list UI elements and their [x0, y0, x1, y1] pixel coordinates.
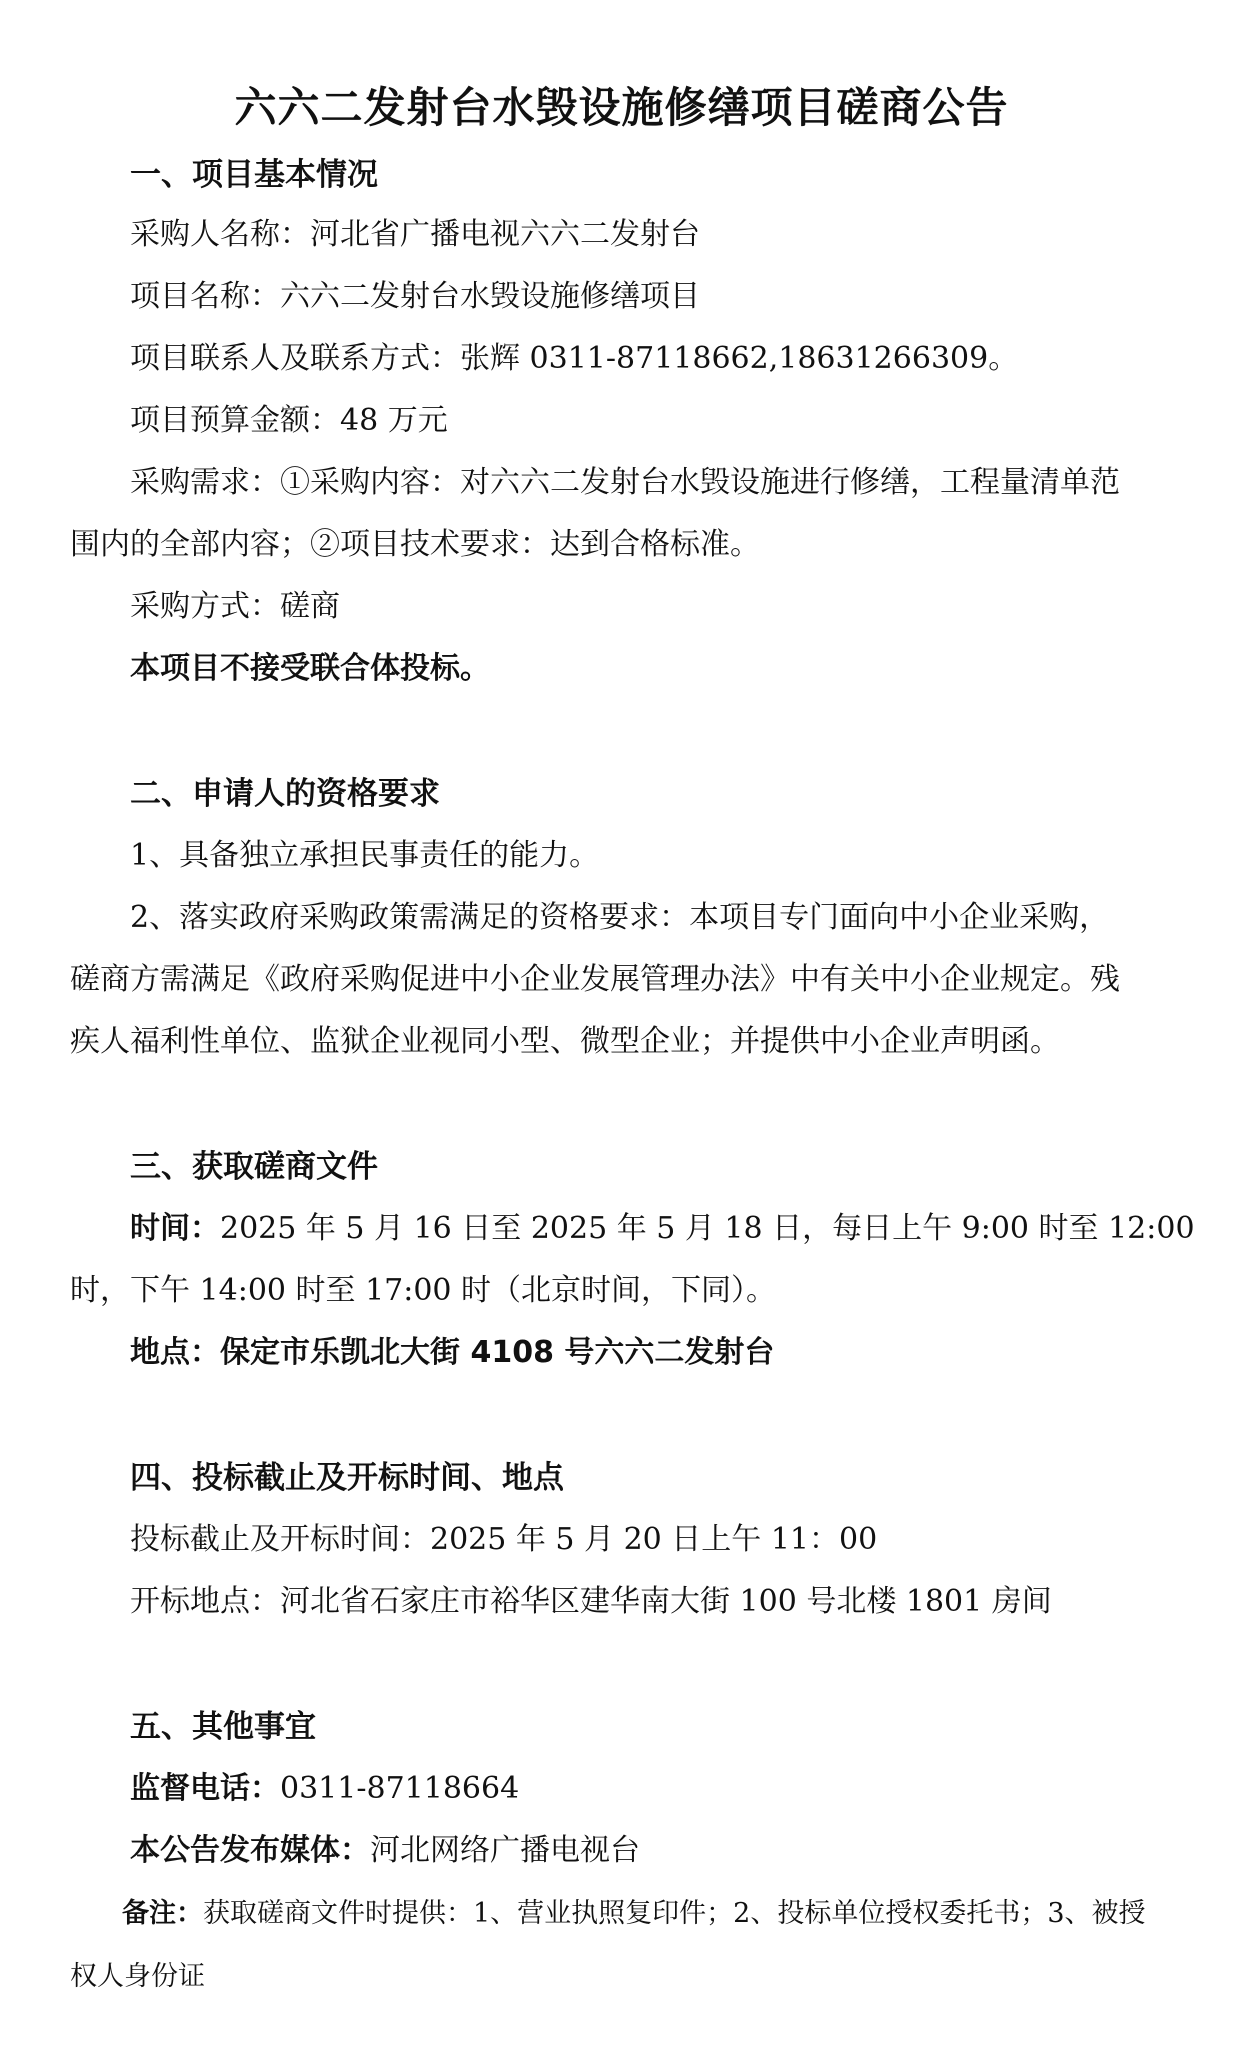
note-line2: 权人身份证 — [70, 1961, 205, 1992]
purchaser-name: 采购人名称：河北省广播电视六六二发射台 — [130, 217, 700, 252]
supervision-phone-line — [130, 1767, 519, 1811]
section4-heading: 四、投标截止及开标时间、地点 — [130, 1460, 564, 1496]
note-label: 备注： — [122, 1898, 203, 1929]
media-value: 河北网络广播电视台 — [370, 1833, 640, 1868]
qualification-item2-line3: 疾人福利性单位、监狱企业视同小型、微型企业；并提供中小企业声明函。 — [70, 1024, 1060, 1059]
qualification-item2-line2: 磋商方需满足《政府采购促进中小企业发展管理办法》中有关中小企业规定。残 — [70, 962, 1120, 997]
page-title: 六六二发射台水毁设施修缮项目磋商公告 — [234, 83, 1009, 132]
section3-heading: 三、获取磋商文件 — [130, 1149, 378, 1185]
section5-heading: 五、其他事宜 — [130, 1709, 316, 1745]
media-label: 本公告发布媒体： — [130, 1833, 370, 1868]
document-time-line1 — [130, 1207, 1195, 1251]
note-text: 获取磋商文件时提供：1、营业执照复印件；2、投标单位授权委托书；3、被授 — [203, 1898, 1146, 1929]
section1-heading: 一、项目基本情况 — [130, 157, 378, 193]
note-line1 — [122, 1892, 1146, 1936]
bid-opening-place: 开标地点：河北省石家庄市裕华区建华南大街 100 号北楼 1801 房间 — [130, 1584, 1052, 1619]
supervision-label: 监督电话： — [130, 1771, 280, 1806]
publish-media-line — [130, 1829, 640, 1873]
document-time-line2: 时，下午 14:00 时至 17:00 时（北京时间，下同）。 — [70, 1273, 777, 1308]
document-location: 地点：保定市乐凯北大街 4108 号六六二发射台 — [130, 1335, 775, 1370]
consortium-notice: 本项目不接受联合体投标。 — [130, 651, 490, 686]
project-contact: 项目联系人及联系方式：张辉 0311-87118662,18631266309。 — [130, 341, 1019, 376]
supervision-phone: 0311-87118664 — [280, 1771, 520, 1806]
project-budget: 项目预算金额：48 万元 — [130, 403, 448, 438]
bid-deadline: 投标截止及开标时间：2025 年 5 月 20 日上午 11：00 — [130, 1522, 878, 1557]
procurement-method: 采购方式：磋商 — [130, 589, 340, 624]
time-value: 2025 年 5 月 16 日至 2025 年 5 月 18 日，每日上午 9:00 时至 12:00 — [220, 1211, 1195, 1246]
qualification-item2-line1: 2、落实政府采购政策需满足的资格要求：本项目专门面向中小企业采购， — [130, 900, 1110, 935]
time-label: 时间： — [130, 1211, 220, 1246]
project-name: 项目名称：六六二发射台水毁设施修缮项目 — [130, 279, 700, 314]
section2-heading: 二、申请人的资格要求 — [130, 776, 440, 812]
procurement-demand-line1: 采购需求：①采购内容：对六六二发射台水毁设施进行修缮，工程量清单范 — [130, 465, 1120, 500]
qualification-item1: 1、具备独立承担民事责任的能力。 — [130, 838, 600, 873]
procurement-demand-line2: 围内的全部内容；②项目技术要求：达到合格标准。 — [70, 527, 760, 562]
